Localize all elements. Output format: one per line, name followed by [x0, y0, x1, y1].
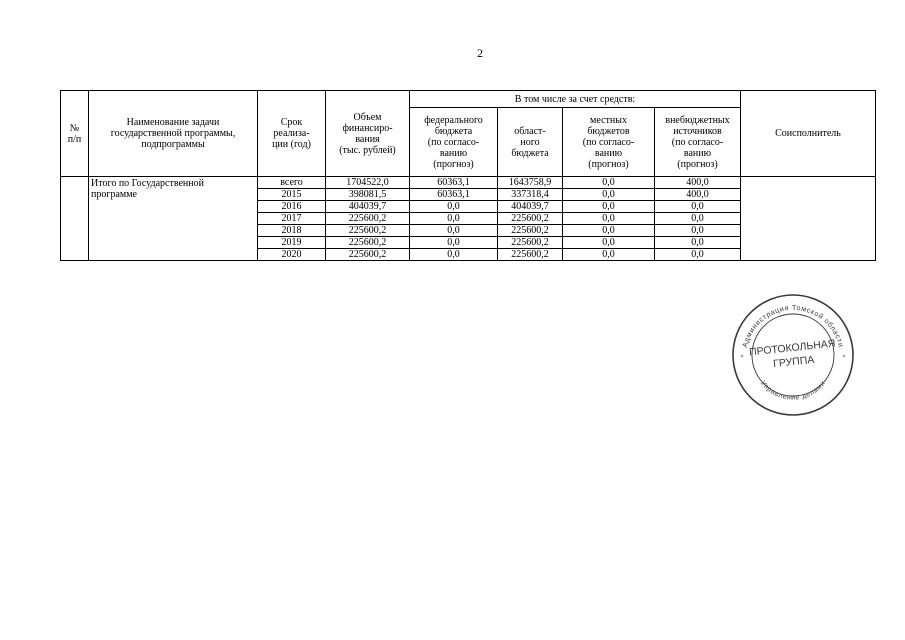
- stamp-bottom-text: Управление делами: [758, 379, 828, 402]
- regional-cell: 225600,2: [498, 249, 563, 261]
- coexecutor-cell: [741, 177, 876, 261]
- extra-cell: 0,0: [655, 237, 741, 249]
- stamp-outer-text: Администрация Томской области: [740, 302, 846, 349]
- financing-table: [60, 90, 876, 261]
- row-number-cell: [61, 177, 89, 261]
- year-cell: 2015: [258, 189, 326, 201]
- year-cell: 2017: [258, 213, 326, 225]
- table-row: [61, 177, 876, 189]
- volume-cell: 404039,7: [326, 201, 410, 213]
- federal-cell: 0,0: [410, 213, 498, 225]
- volume-cell: 225600,2: [326, 213, 410, 225]
- year-cell: 2016: [258, 201, 326, 213]
- local-cell: 0,0: [563, 225, 655, 237]
- seal-stamp: [728, 293, 858, 418]
- year-cell: всего: [258, 177, 326, 189]
- volume-cell: 225600,2: [326, 237, 410, 249]
- star-icon: *: [842, 355, 846, 361]
- header-term: Срок реализа- ции (год): [258, 91, 326, 177]
- local-cell: 0,0: [563, 189, 655, 201]
- regional-cell: 1643758,9: [498, 177, 563, 189]
- local-cell: 0,0: [563, 213, 655, 225]
- header-volume: Объем финансиро- вания (тыс. рублей): [326, 91, 410, 177]
- federal-cell: 60363,1: [410, 177, 498, 189]
- federal-cell: 0,0: [410, 201, 498, 213]
- regional-cell: 225600,2: [498, 237, 563, 249]
- federal-cell: 0,0: [410, 249, 498, 261]
- extra-cell: 0,0: [655, 249, 741, 261]
- header-federal: федерального бюджета (по согласо- ванию (прогноз): [410, 108, 498, 177]
- federal-cell: 60363,1: [410, 189, 498, 201]
- header-number: № п/п: [61, 91, 89, 177]
- regional-cell: 225600,2: [498, 213, 563, 225]
- stamp-line2: ГРУППА: [772, 353, 815, 371]
- header-coexecutor: Соисполнитель: [741, 91, 876, 177]
- header-task-name: Наименование задачи государственной программы, подпрограммы: [89, 91, 258, 177]
- volume-cell: 225600,2: [326, 225, 410, 237]
- regional-cell: 225600,2: [498, 225, 563, 237]
- extra-cell: 0,0: [655, 201, 741, 213]
- regional-cell: 337318,4: [498, 189, 563, 201]
- year-cell: 2020: [258, 249, 326, 261]
- local-cell: 0,0: [563, 237, 655, 249]
- regional-cell: 404039,7: [498, 201, 563, 213]
- extra-cell: 0,0: [655, 225, 741, 237]
- page-number: 2: [477, 46, 483, 60]
- federal-cell: 0,0: [410, 237, 498, 249]
- extra-cell: 0,0: [655, 213, 741, 225]
- local-cell: 0,0: [563, 201, 655, 213]
- star-icon: *: [740, 355, 744, 361]
- header-local: местных бюджетов (по согласо- ванию (прогноз): [563, 108, 655, 177]
- year-cell: 2019: [258, 237, 326, 249]
- stamp-line1: ПРОТОКОЛЬНАЯ: [748, 337, 836, 359]
- header-regional: област- ного бюджета: [498, 108, 563, 177]
- header-sources-group: В том числе за счет средств:: [410, 91, 741, 108]
- local-cell: 0,0: [563, 249, 655, 261]
- header-extrabudget: внебюджетных источников (по согласо- ванию (прогноз): [655, 108, 741, 177]
- federal-cell: 0,0: [410, 225, 498, 237]
- volume-cell: 398081,5: [326, 189, 410, 201]
- local-cell: 0,0: [563, 177, 655, 189]
- extra-cell: 400,0: [655, 177, 741, 189]
- task-name-cell: Итого по Государственной программе: [89, 177, 258, 261]
- year-cell: 2018: [258, 225, 326, 237]
- extra-cell: 400,0: [655, 189, 741, 201]
- volume-cell: 225600,2: [326, 249, 410, 261]
- volume-cell: 1704522,0: [326, 177, 410, 189]
